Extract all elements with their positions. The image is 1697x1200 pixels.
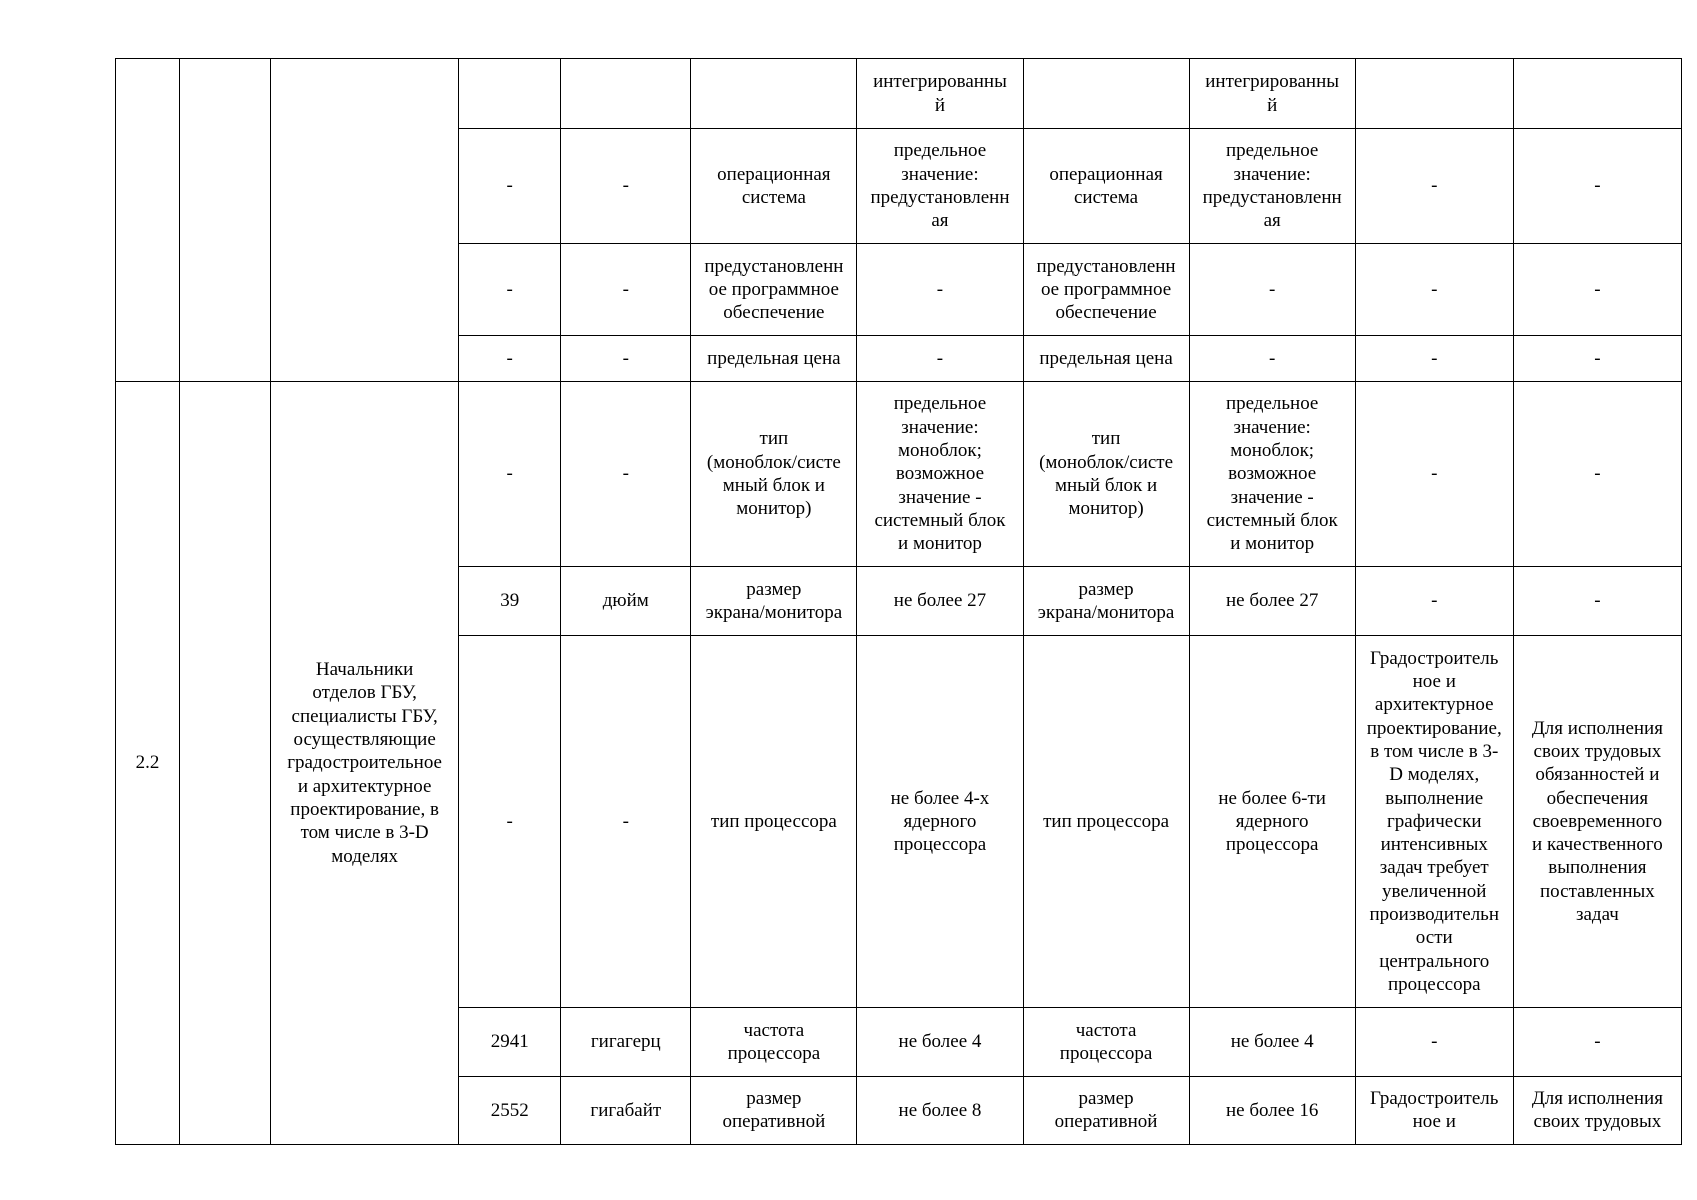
code-cell-empty xyxy=(180,59,271,382)
justification-cell: - xyxy=(1355,336,1513,382)
okei-code-cell: - xyxy=(459,382,561,567)
function-cell: - xyxy=(1513,1008,1681,1077)
unit-cell: гигабайт xyxy=(561,1077,691,1145)
unit-cell: - xyxy=(561,382,691,567)
value-cell: не более 4 xyxy=(857,1008,1023,1077)
characteristic-cell: предельная цена xyxy=(691,336,857,382)
value-cell: предельное значение: предустановленн ая xyxy=(857,129,1023,244)
characteristic-cell: тип процессора xyxy=(1023,636,1189,1008)
value-cell: не более 6-ти ядерного процессора xyxy=(1189,636,1355,1008)
value-cell: предельное значение: моноблок; возможное значение - системный блок и монитор xyxy=(857,382,1023,567)
okei-code-cell: 39 xyxy=(459,567,561,636)
okei-code-cell: 2941 xyxy=(459,1008,561,1077)
number-cell-empty xyxy=(116,59,180,382)
value-cell: предельное значение: предустановленн ая xyxy=(1189,129,1355,244)
value-cell: не более 27 xyxy=(857,567,1023,636)
characteristic-cell: предустановленн ое программное обеспечение xyxy=(1023,244,1189,336)
characteristic-cell: размер экрана/монитора xyxy=(691,567,857,636)
justification-cell: Градостроитель ное и xyxy=(1355,1077,1513,1145)
value-cell: - xyxy=(857,244,1023,336)
group-number-cell: 2.2 xyxy=(116,382,180,1145)
requirements-table xyxy=(115,58,1682,1145)
justification-cell: - xyxy=(1355,244,1513,336)
justification-cell: - xyxy=(1355,1008,1513,1077)
characteristic-cell: тип (моноблок/систе мный блок и монитор) xyxy=(691,382,857,567)
function-cell xyxy=(1513,59,1681,129)
value-cell: не более 27 xyxy=(1189,567,1355,636)
function-cell: - xyxy=(1513,382,1681,567)
characteristic-cell: частота процессора xyxy=(691,1008,857,1077)
value-cell: не более 16 xyxy=(1189,1077,1355,1145)
unit-cell: - xyxy=(561,244,691,336)
characteristic-cell: тип (моноблок/систе мный блок и монитор) xyxy=(1023,382,1189,567)
characteristic-cell: тип процессора xyxy=(691,636,857,1008)
justification-cell xyxy=(1355,59,1513,129)
function-cell: - xyxy=(1513,567,1681,636)
unit-cell: гигагерц xyxy=(561,1008,691,1077)
value-cell: - xyxy=(1189,244,1355,336)
code-cell-empty xyxy=(180,382,271,1145)
value-cell: интегрированны й xyxy=(1189,59,1355,129)
okei-code-cell: - xyxy=(459,336,561,382)
okei-code-cell: - xyxy=(459,636,561,1008)
function-cell: - xyxy=(1513,336,1681,382)
okei-code-cell xyxy=(459,59,561,129)
value-cell: предельное значение: моноблок; возможное значение - системный блок и монитор xyxy=(1189,382,1355,567)
table-row xyxy=(116,382,1682,567)
characteristic-cell: предельная цена xyxy=(1023,336,1189,382)
characteristic-cell: предустановленн ое программное обеспечение xyxy=(691,244,857,336)
value-cell: не более 4-х ядерного процессора xyxy=(857,636,1023,1008)
characteristic-cell xyxy=(691,59,857,129)
justification-cell: - xyxy=(1355,382,1513,567)
value-cell: - xyxy=(1189,336,1355,382)
characteristic-cell xyxy=(1023,59,1189,129)
function-cell: - xyxy=(1513,244,1681,336)
function-cell: - xyxy=(1513,129,1681,244)
characteristic-cell: операционная система xyxy=(1023,129,1189,244)
position-cell-empty xyxy=(271,59,459,382)
position-cell: Начальники отделов ГБУ, специалисты ГБУ, осуществляющие градостроительное и архитектурное проектирование, в том числе в 3-D моделях xyxy=(271,382,459,1145)
characteristic-cell: размер оперативной xyxy=(691,1077,857,1145)
characteristic-cell: операционная система xyxy=(691,129,857,244)
justification-cell: - xyxy=(1355,567,1513,636)
value-cell: не более 4 xyxy=(1189,1008,1355,1077)
characteristic-cell: частота процессора xyxy=(1023,1008,1189,1077)
value-cell: не более 8 xyxy=(857,1077,1023,1145)
okei-code-cell: - xyxy=(459,244,561,336)
okei-code-cell: - xyxy=(459,129,561,244)
table-row xyxy=(116,59,1682,129)
justification-cell: Градостроитель ное и архитектурное проектирование, в том числе в 3- D моделях, выполнение графически интенсивных задач требует увеличенной производительн ости центрального процессора xyxy=(1355,636,1513,1008)
unit-cell xyxy=(561,59,691,129)
characteristic-cell: размер экрана/монитора xyxy=(1023,567,1189,636)
function-cell: Для исполнения своих трудовых xyxy=(1513,1077,1681,1145)
characteristic-cell: размер оперативной xyxy=(1023,1077,1189,1145)
value-cell: - xyxy=(857,336,1023,382)
okei-code-cell: 2552 xyxy=(459,1077,561,1145)
justification-cell: - xyxy=(1355,129,1513,244)
unit-cell: дюйм xyxy=(561,567,691,636)
unit-cell: - xyxy=(561,636,691,1008)
function-cell: Для исполнения своих трудовых обязанностей и обеспечения своевременного и качественного выполнения поставленных задач xyxy=(1513,636,1681,1008)
value-cell: интегрированны й xyxy=(857,59,1023,129)
unit-cell: - xyxy=(561,129,691,244)
unit-cell: - xyxy=(561,336,691,382)
